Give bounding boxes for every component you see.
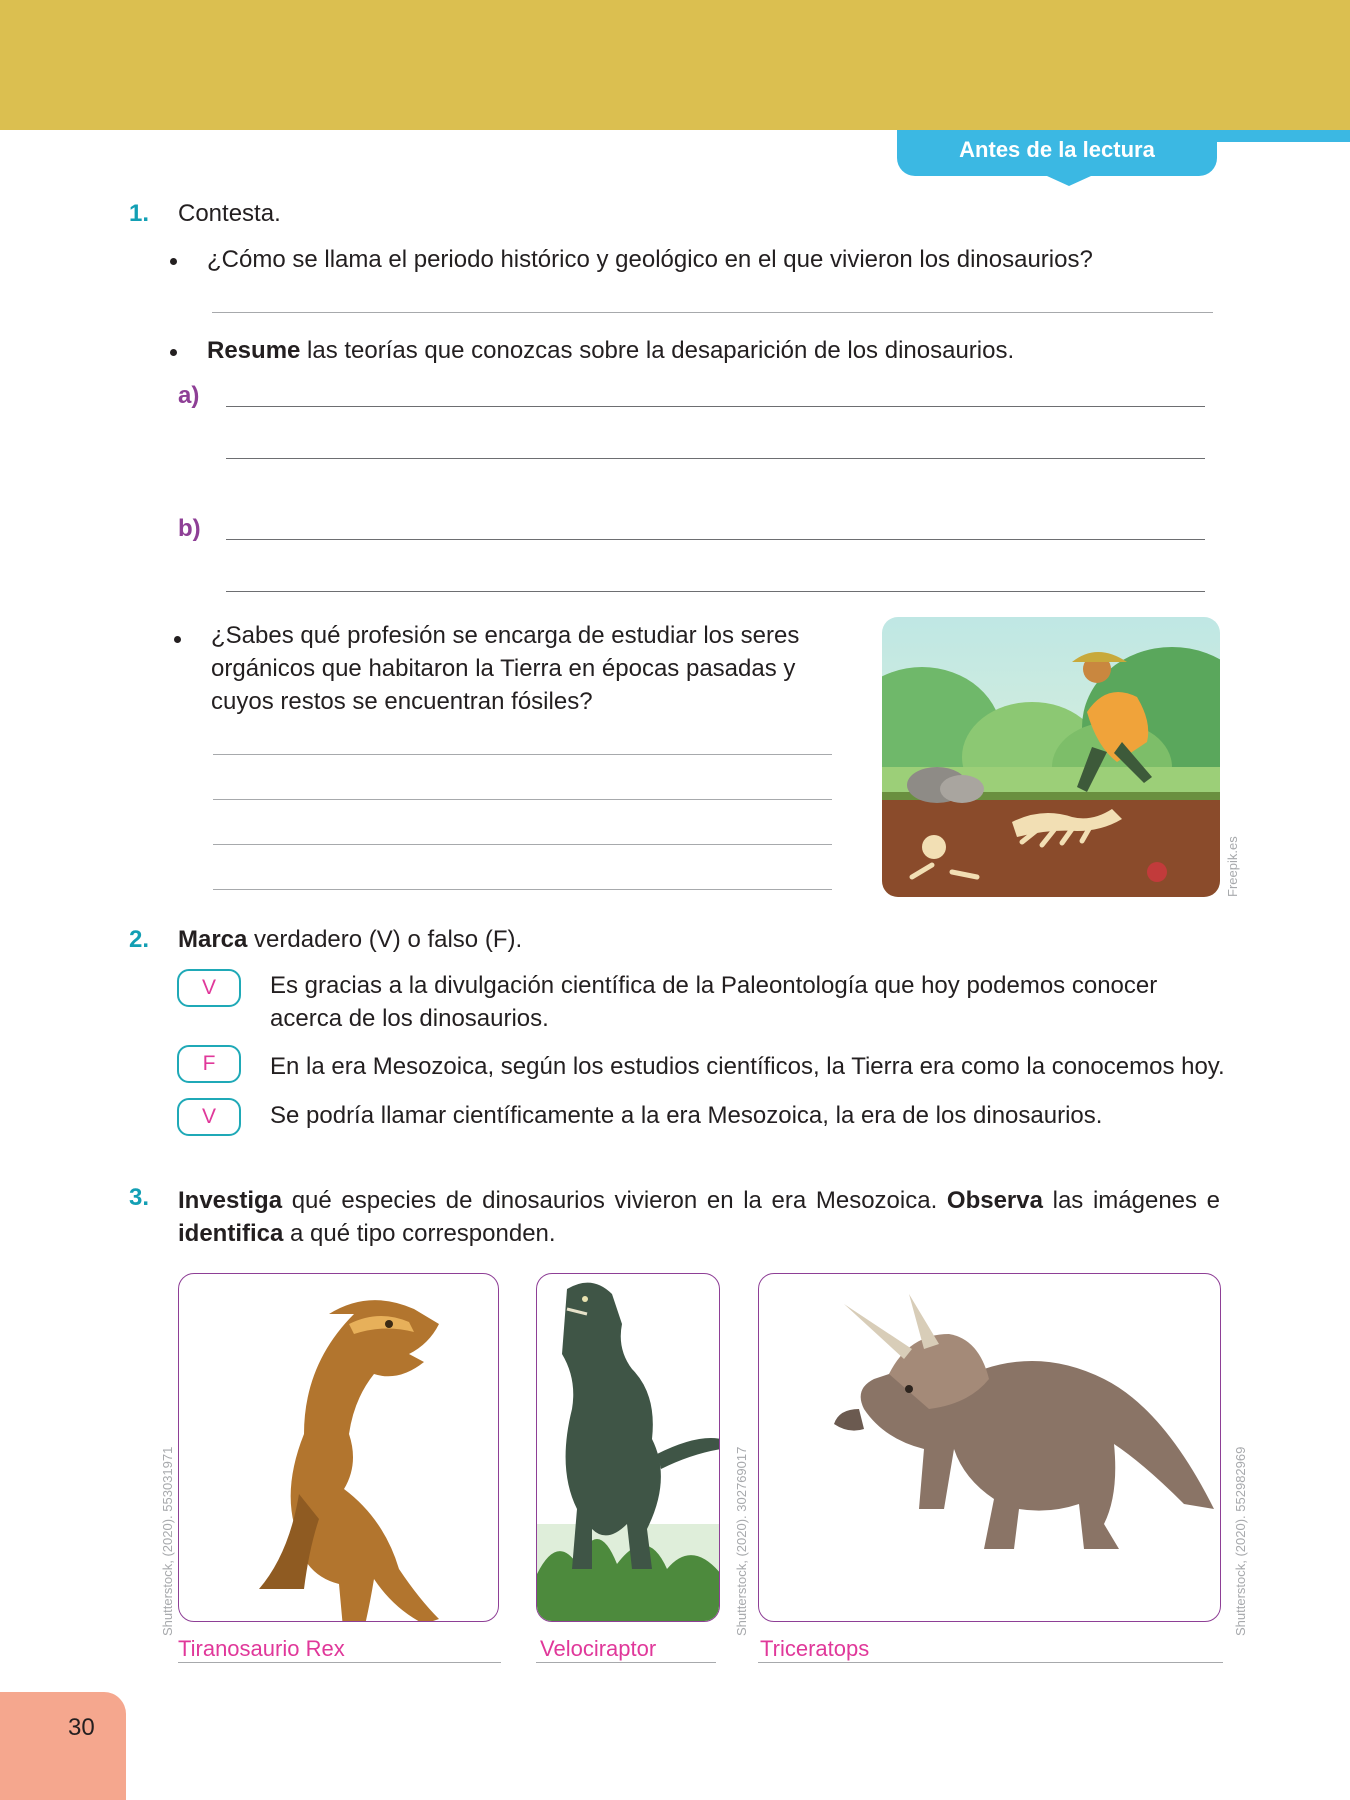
illustration-credit: Freepik.es (1225, 836, 1240, 897)
bullet-2-text: las teorías que conozcas sobre la desaparición de los dinosaurios. (300, 337, 1015, 364)
bullet-dot (170, 258, 177, 265)
question-2-title (178, 926, 522, 954)
answer-line-b-1[interactable] (226, 539, 1205, 540)
question-3-line-2 (178, 1217, 1220, 1250)
bullet-dot (170, 349, 177, 356)
triceratops-image (758, 1273, 1221, 1622)
trex-credit: Shutterstock, (2020). 553031971 (160, 1446, 175, 1636)
question-1-bullet-1: ¿Cómo se llama el periodo histórico y geológico en el que vivieron los dinosaurios? (207, 246, 1093, 273)
velociraptor-image (536, 1273, 720, 1622)
true-false-answer[interactable]: V (177, 969, 241, 1007)
page-number-tab (0, 1692, 126, 1800)
page-number: 30 (68, 1714, 95, 1741)
section-tab (897, 130, 1217, 176)
question-3-text (178, 1184, 1220, 1250)
answer-line-b-2[interactable] (226, 591, 1205, 592)
answer-line[interactable] (178, 1662, 501, 1663)
velociraptor-svg (537, 1274, 720, 1622)
paleontologist-illustration (882, 617, 1220, 897)
question-3-text-part-3: a qué tipo corresponden. (283, 1220, 556, 1247)
statement-2: En la era Mesozoica, según los estudios científicos, la Tierra era como la conocemos hoy. (270, 1053, 1225, 1080)
question-1-title-text: Contesta (178, 200, 275, 227)
true-false-answer[interactable]: V (177, 1098, 241, 1136)
triceratops-credit: Shutterstock, (2020). 552982969 (1233, 1446, 1248, 1636)
answer-line[interactable] (213, 889, 832, 890)
true-false-answer[interactable]: F (177, 1045, 241, 1083)
bullet-3-line-2: orgánicos que habitaron la Tierra en épocas pasadas y (211, 655, 796, 682)
question-1-bullet-2 (207, 337, 1014, 365)
section-tab-label: Antes de la lectura (959, 137, 1155, 162)
question-3-number: 3. (129, 1184, 150, 1211)
answer-line[interactable] (213, 754, 832, 755)
question-2-verb: Marca (178, 926, 248, 953)
trex-image (178, 1273, 499, 1622)
statement-3: Se podría llamar científicamente a la era Mesozoica, la era de los dinosaurios. (270, 1102, 1103, 1129)
header-band (0, 0, 1350, 130)
question-1-number: 1. (129, 200, 150, 227)
item-label-b: b) (178, 515, 201, 542)
question-1-title (178, 200, 281, 228)
answer-line-a-2[interactable] (226, 458, 1205, 459)
answer-line[interactable] (213, 799, 832, 800)
question-3-verb-identifica: identifica (178, 1220, 284, 1247)
triceratops-svg (759, 1274, 1221, 1622)
trex-svg (179, 1274, 499, 1622)
bullet-3-line-3: cuyos restos se encuentran fósiles? (211, 688, 593, 715)
item-label-a: a) (178, 382, 200, 409)
answer-line-a-1[interactable] (226, 406, 1205, 407)
triceratops-name: Triceratops (760, 1636, 870, 1661)
velociraptor-name: Velociraptor (540, 1636, 657, 1661)
bullet-2-verb: Resume (207, 337, 301, 364)
question-3-verb-investiga: Investiga (178, 1187, 283, 1214)
answer-line[interactable] (536, 1662, 716, 1663)
question-1-title-punct: . (274, 200, 281, 227)
question-3-line-1 (178, 1184, 1220, 1217)
tab-strip (1210, 130, 1350, 142)
velociraptor-credit: Shutterstock, (2020). 302769017 (734, 1446, 749, 1636)
bullet-3-line-1: ¿Sabes qué profesión se encarga de estudiar los seres (211, 622, 800, 649)
trex-name: Tiranosaurio Rex (178, 1636, 345, 1661)
statement-1 (270, 969, 1270, 1035)
question-2-text: verdadero (V) o falso (F). (247, 926, 523, 953)
question-3-text-part-2: las imágenes e (1042, 1187, 1221, 1214)
question-3-text-part-1: qué especies de dinosaurios vivieron en la era Mesozoica. (282, 1187, 947, 1214)
answer-line[interactable] (758, 1662, 1223, 1663)
statement-1-line-1: Es gracias a la divulgación científica de la Paleontología que hoy podemos conocer (270, 972, 1158, 999)
answer-line[interactable] (213, 844, 832, 845)
answer-line[interactable] (212, 312, 1213, 313)
question-2-number: 2. (129, 926, 150, 953)
question-1-bullet-3 (211, 619, 811, 718)
statement-1-line-2: acerca de los dinosaurios. (270, 1005, 549, 1032)
bullet-dot (174, 636, 181, 643)
paleontologist-svg (882, 617, 1220, 897)
question-3-verb-observa: Observa (946, 1187, 1043, 1214)
